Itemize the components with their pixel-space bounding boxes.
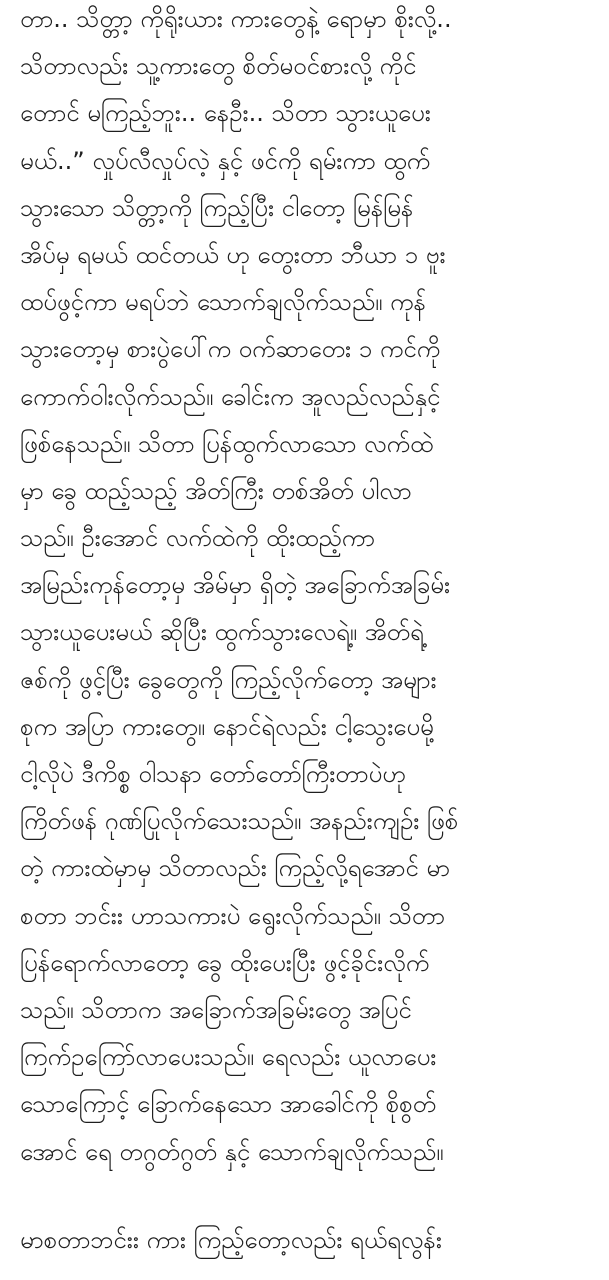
text-line: စတာ ဘင်းး ဟာသကားပဲ ရွေးလိုက်သည်။ သိတာ	[20, 901, 446, 930]
text-line: သောကြောင့် ခြောက်နေသော အာခေါင်ကို စိုစွတ်	[20, 1090, 437, 1119]
text-line: အမြည်းကုန်တော့မှ အိမ်မှာ ရှိတဲ့ အခြောက်အခြမ်း	[20, 571, 451, 600]
text-line: မယ်..” လှုပ်လီလှုပ်လဲ့ နှင့် ဖင်ကို ရမ်းကာ ထွက်	[20, 146, 431, 175]
text-line: ပြန်ရောက်လာတော့ ခွေ ထိုးပေးပြီး ဖွင့်ခိုင်းလိုက်	[20, 948, 430, 977]
text-line: တောင် မကြည့်ဘူး.. နေဦး.. သိတာ သွားယူပေး	[20, 99, 431, 128]
text-line: ဖြစ်နေသည်။ သိတာ ပြန်ထွက်လာသော လက်ထဲ	[20, 429, 434, 458]
text-line: အောင် ရေ တဂွတ်ဂွတ် နှင့် သောက်ချလိုက်သည်။	[20, 1137, 444, 1166]
text-line: ထပ်ဖွင့်ကာ မရပ်ဘဲ သောက်ချလိုက်သည်။ ကုန်	[20, 288, 426, 317]
text-line: သွားတော့မှ စားပွဲပေါ်က ဝက်ဆာတေး ၁ ကင်ကို	[20, 335, 441, 364]
text-line: မှာ ခွေ ထည့်သည့် အိတ်ကြီး တစ်အိတ် ပါလာ	[20, 476, 412, 505]
text-line: ငါ့လိုပဲ ဒီကိစ္စ ဝါသနာ တော်တော်ကြီးတာပဲဟု	[20, 760, 406, 788]
text-line: ဇစ်ကို ဖွင့်ပြီး ခွေတွေကို ကြည့်လိုက်တော့ အများ	[20, 665, 437, 694]
text-line: သွားသော သိတ္တာ့ကို ကြည့်ပြီး ငါတော့ မြန်မြန်	[20, 193, 414, 222]
text-line: ကြက်ဥကြော်လာပေးသည်။ ရေလည်း ယူလာပေး	[20, 1043, 437, 1072]
text-line: တဲ့ ကားထဲမှာမှ သိတာလည်း ကြည့်လို့ရအောင် မာ	[20, 854, 450, 883]
text-line: သည်။ ဦးအောင် လက်ထဲကို ထိုးထည့်ကာ	[20, 524, 375, 553]
text-line: တာ.. သိတ္တာ့ ကိုရိုးယား ကားတွေနဲ့ ရောမှာ စိုးလို့..	[20, 5, 452, 33]
text-line: သွားယူပေးမယ် ဆိုပြီး ထွက်သွားလေရဲ့။ အိတ်ရဲ့	[20, 618, 424, 647]
text-line: အိပ်မှ ရမယ် ထင်တယ် ဟု တွေးတာ ဘီယာ ၁ ဗူး	[20, 240, 446, 269]
text-line: သိတာလည်း သူ့ကားတွေ စိတ်မဝင်စားလို့ ကိုင်	[20, 52, 417, 81]
paragraph	[0, 1217, 595, 1264]
text-line: သည်။ သိတာက အခြောက်အခြမ်းတွေ အပြင်	[20, 995, 412, 1024]
text-line: ကြိတ်ဖန် ဂုဏ်ပြုလိုက်သေးသည်။ အနည်းကျဉ်း ဖြစ်	[20, 807, 459, 836]
text-line: စုက အပြာ ကားတွေ။ နောင်ရဲလည်း ငါ့သွေးပေမို့	[20, 712, 434, 741]
text-line: ကောက်ဝါးလိုက်သည်။ ခေါင်းက အူလည်လည်နှင့်	[20, 382, 441, 411]
text-line: မာစတာဘင်းး ကား ကြည့်တော့လည်း ရယ်ရလွန်း	[20, 1226, 442, 1254]
